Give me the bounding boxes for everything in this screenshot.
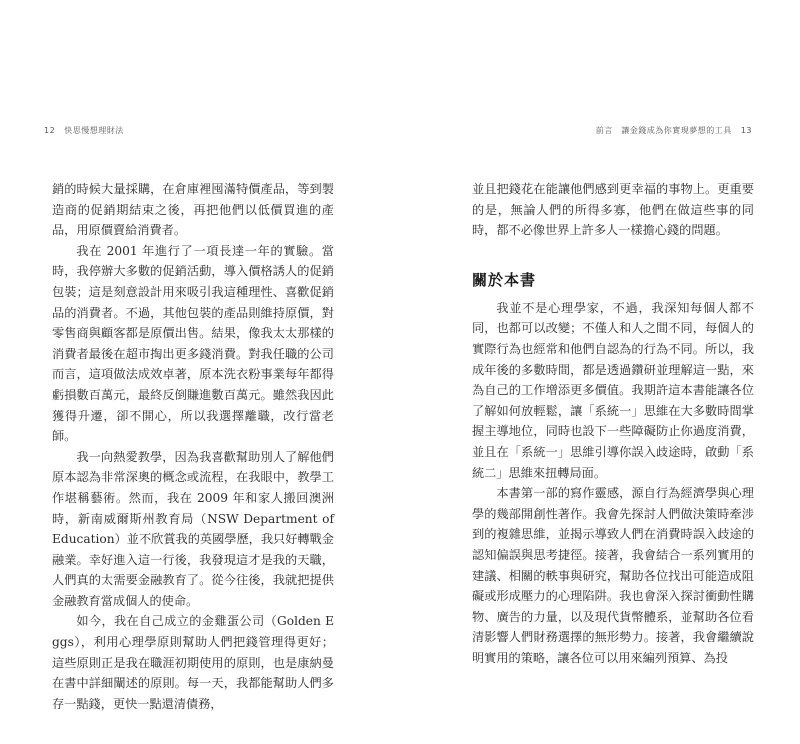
- left-paragraph-1: 銷的時候大量採購，在倉庫裡囤滿特價產品，等到製造商的促銷期結束之後，再把他們以低價買進的產品，用原價賣給消費者。: [52, 182, 334, 238]
- left-book-title: 快思慢想理財法: [64, 126, 124, 135]
- left-paragraph-4: 如今，我在自己成立的金雞蛋公司（Golden Eggs），利用心理學原則幫助人們把錢管理得更好；這些原則正是我在職涯初期使用的原則，也是康納曼在書中詳細闡述的原則。每一天，我都能幫助人們多存一點錢，更快一點還清債務，: [52, 614, 334, 711]
- left-page-number: 12: [44, 126, 56, 135]
- section-title: 關於本書: [472, 270, 537, 289]
- right-paragraph-2: 本書第一部的寫作靈感，源自行為經濟學與心理學的幾部開創性著作。我會先探討人們做決策時牽涉到的複雜思維，並揭示導致人們在消費時誤入歧途的認知偏誤與思考捷徑。接著，我會結合一系列實用的建議、相關的軼事與研究，幫助各位找出可能造成阻礙或形成壓力的心理陷阱。我也會深入探討衝動性購物、廣告的力量，以及現代貨幣體系，並幫助各位看清影響人們財務選擇的無形勢力。接著，我會繼續說明實用的策略，讓各位可以用來編列預算、為投: [472, 486, 754, 665]
- right-chapter-title: 前言 讓金錢成為你實現夢想的工具: [595, 126, 732, 135]
- right-page: [400, 0, 800, 744]
- right-intro-paragraph: 並且把錢花在能讓他們感到更幸福的事物上。更重要的是，無論人們的所得多寡，他們在做這些事的同時，都不必像世界上許多人一樣擔心錢的問題。: [472, 182, 754, 238]
- left-paragraph-2: 我在 2001 年進行了一項長達一年的實驗。當時，我停辦大多數的促銷活動，導入價格誘人的促銷包裝；這是刻意設計用來吸引我這種理性、喜歡促銷品的消費者。不過，其他包裝的產品則維持原價，對零售商與顧客都是原價出售。結果，像我太太那樣的消費者最後在超市掏出更多錢消費。對我任職的公司而言，這項做法成效卓著，原本洗衣粉事業每年都得虧損數百萬元，最終反倒賺進數百萬元。雖然我因此獲得升遷，卻不開心，所以我選擇離職，改行當老師。: [52, 243, 334, 444]
- left-body-text: [52, 179, 334, 714]
- right-paragraph-1: 我並不是心理學家，不過，我深知每個人都不同，也都可以改變；不僅人和人之間不同，每個人的實際行為也經常和他們自認為的行為不同。所以，我成年後的多數時間，都是透過鑽研並理解這一點，來為自己的工作增添更多價值。我期許這本書能讓各位了解如何放輕鬆，讓「系統一」思維在大多數時間掌握主導地位，同時也設下一些障礙防止你過度消費，並且在「系統一」思維引導你誤入歧途時，啟動「系統二」思維來扭轉局面。: [472, 300, 754, 480]
- left-running-head: [38, 125, 124, 136]
- right-page-number: 13: [740, 126, 752, 135]
- left-paragraph-3: 我一向熱愛教學，因為我喜歡幫助別人了解他們原本認為非常深奧的概念或流程，在我眼中，教學工作堪稱藝術。然而，我在 2009 年和家人搬回澳洲時，新南威爾斯州教育局（NSW Department of Education）並不欣賞我的英國學歷，我只好轉戰金融業。幸好進入這一行後，我發現這才是我的天職，人們真的太需要金融教育了。從今往後，我就把提供金融教育當成個人的使命。: [52, 449, 334, 608]
- right-body-text: [472, 179, 754, 668]
- right-running-head: [596, 125, 758, 136]
